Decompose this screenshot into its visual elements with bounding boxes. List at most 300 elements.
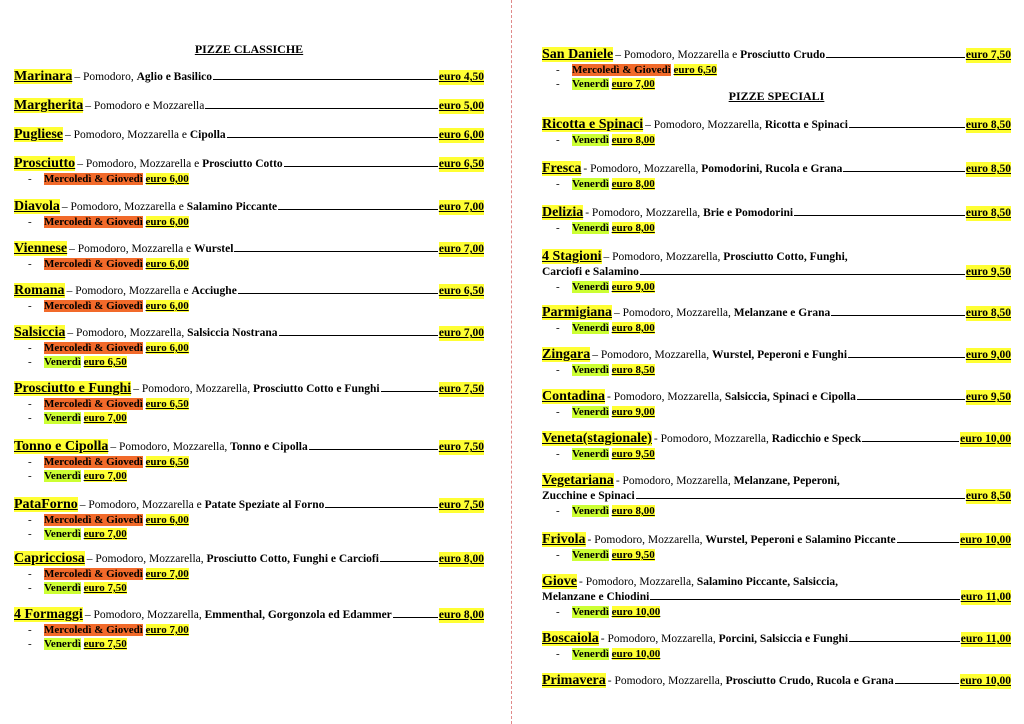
ingredient-text: – Pomodoro, Mozzarella,: [110, 441, 231, 453]
ingredient-text: - Pomodoro, Mozzarella,: [653, 433, 772, 445]
pizza-name: Fresca: [542, 161, 582, 176]
pizza-price: euro 7,50: [438, 383, 484, 395]
offer-day: Mercoledì & Giovedì: [44, 624, 143, 636]
ingredient-highlight: Salamino Piccante, Salsiccia,: [696, 576, 839, 588]
menu-item: [542, 161, 1011, 191]
ingredient-highlight: Wurstel, Peperoni e Funghi: [712, 349, 848, 361]
bullet-dash: -: [28, 514, 32, 526]
menu-item-line-continued: [542, 265, 1011, 280]
bullet-dash: -: [556, 134, 560, 146]
pizza-name: Prosciutto: [14, 156, 76, 171]
menu-item-line: [14, 283, 484, 299]
offer-price: euro 6,00: [145, 173, 189, 185]
column-divider: [511, 0, 512, 724]
ingredient-text: – Pomodoro, Mozzarella e: [77, 158, 203, 170]
ingredient-text: – Pomodoro e Mozzarella: [85, 100, 205, 112]
pizza-price: euro 9,50: [965, 266, 1011, 278]
offer-price: euro 6,00: [145, 514, 189, 526]
offer-day: Mercoledì & Giovedì: [44, 258, 143, 270]
ingredient-highlight: Brie e Pomodorini: [703, 207, 794, 219]
offer-day: Venerdì: [572, 648, 609, 660]
leader-line: [325, 507, 437, 508]
bullet-dash: -: [28, 456, 32, 468]
pizza-description: [590, 348, 847, 363]
offer-day: Mercoledì & Giovedì: [44, 456, 143, 468]
offer-price: euro 6,00: [145, 342, 189, 354]
day-offer: [14, 257, 484, 271]
special-pizzas-heading: PIZZE SPECIALI: [728, 89, 825, 103]
offer-day: Venerdì: [44, 582, 81, 594]
offer-day: Mercoledì & Giovedì: [44, 514, 143, 526]
pizza-name: Salsiccia: [14, 325, 66, 340]
bullet-dash: -: [28, 216, 32, 228]
bullet-dash: -: [28, 638, 32, 650]
offer-day: Venerdì: [572, 178, 609, 190]
menu-item-line: [14, 199, 484, 215]
day-offer: [14, 355, 484, 369]
pizza-price: euro 8,00: [438, 553, 484, 565]
day-offer: [14, 637, 484, 651]
offer-day: Mercoledì & Giovedì: [44, 568, 143, 580]
day-offer: [542, 177, 1011, 191]
offer-price: euro 10,00: [611, 648, 661, 660]
pizza-price: euro 9,00: [965, 349, 1011, 361]
pizza-price: euro 7,00: [438, 327, 484, 339]
ingredient-highlight: Cipolla: [189, 129, 226, 141]
menu-item-line: [542, 117, 1011, 133]
day-offer: [14, 455, 484, 469]
offer-price: euro 6,50: [673, 64, 717, 76]
pizza-name: Viennese: [14, 241, 68, 256]
menu-item-line: [14, 69, 484, 85]
offer-day: Venerdì: [44, 528, 81, 540]
leader-line: [309, 449, 438, 450]
leader-line: [278, 209, 438, 210]
menu-item: [542, 631, 1011, 661]
pizza-description: [643, 118, 848, 133]
offer-day: Venerdì: [572, 134, 609, 146]
bullet-dash: -: [28, 398, 32, 410]
leader-line: [862, 441, 959, 442]
pizza-description: [131, 382, 379, 397]
bullet-dash: -: [28, 568, 32, 580]
pizza-name: Parmigiana: [542, 305, 612, 320]
menu-item-line: [542, 47, 1011, 63]
menu-item: [542, 574, 1011, 619]
pizza-price: euro 4,50: [438, 71, 484, 83]
offer-day: Venerdì: [572, 505, 609, 517]
leader-line: [650, 599, 959, 600]
pizza-price: euro 8,50: [965, 207, 1011, 219]
ingredient-text: – Pomodoro, Mozzarella,: [645, 119, 765, 131]
pizza-price: euro 7,00: [438, 243, 484, 255]
pizza-name: Prosciutto e Funghi: [14, 381, 132, 396]
pizza-price: euro 10,00: [960, 534, 1011, 546]
ingredient-highlight: Acciughe: [191, 285, 237, 297]
menu-item: [14, 127, 484, 143]
offer-day: Mercoledì & Giovedì: [44, 300, 143, 312]
menu-item-line: [14, 439, 484, 455]
menu-item-line: [14, 497, 484, 513]
pizza-price: euro 7,50: [438, 499, 484, 511]
pizza-description: [63, 128, 226, 143]
offer-price: euro 7,50: [83, 638, 127, 650]
ingredient-highlight: Melanzane e Grana: [733, 307, 831, 319]
menu-item: [14, 551, 484, 595]
offer-day: Mercoledì & Giovedì: [44, 342, 143, 354]
day-offer: [14, 411, 484, 425]
menu-item: [14, 98, 484, 114]
bullet-dash: -: [28, 300, 32, 312]
ingredient-highlight: Salsiccia, Spinaci e Cipolla: [724, 391, 856, 403]
ingredient-text: - Pomodoro, Mozzarella,: [579, 576, 697, 588]
offer-price: euro 7,00: [145, 568, 189, 580]
offer-price: euro 9,50: [611, 549, 655, 561]
offer-day: Mercoledì & Giovedì: [572, 64, 671, 76]
bullet-dash: -: [556, 448, 560, 460]
leader-line: [213, 79, 438, 80]
pizza-name: Boscaiola: [542, 631, 599, 646]
pizza-description: [612, 306, 830, 321]
ingredient-highlight: Prosciutto Crudo, Rucola e Grana: [725, 675, 894, 687]
menu-item-line: [14, 127, 484, 143]
menu-item: [14, 497, 484, 541]
pizza-price: euro 8,50: [965, 163, 1011, 175]
ingredient-text: - Pomodoro, Mozzarella,: [583, 163, 702, 175]
pizza-description: [83, 608, 392, 623]
pizza-description: [108, 440, 307, 455]
leader-line: [843, 171, 964, 172]
bullet-dash: -: [556, 64, 560, 76]
day-offer: [542, 363, 1011, 377]
ingredient-text: – Pomodoro, Mozzarella,: [67, 327, 188, 339]
offer-price: euro 8,50: [611, 364, 655, 376]
leader-line: [640, 274, 965, 275]
ingredient-highlight: Prosciutto Cotto e Funghi: [252, 383, 380, 395]
offer-price: euro 8,00: [611, 322, 655, 334]
pizza-description: [605, 390, 856, 405]
pizza-name: PataForno: [14, 497, 78, 512]
ingredient-text: – Pomodoro, Mozzarella,: [86, 553, 207, 565]
pizza-price: euro 8,50: [965, 490, 1011, 502]
day-offer: [542, 321, 1011, 335]
bullet-dash: -: [28, 356, 32, 368]
bullet-dash: -: [556, 606, 560, 618]
pizza-name: Romana: [14, 283, 65, 298]
offer-price: euro 7,00: [83, 528, 127, 540]
offer-price: euro 6,00: [145, 300, 189, 312]
day-offer: [14, 299, 484, 313]
pizza-name: Marinara: [14, 69, 73, 84]
leader-line: [393, 617, 438, 618]
classic-pizzas-heading: PIZZE CLASSICHE: [194, 42, 304, 56]
leader-line: [826, 57, 965, 58]
ingredient-highlight: Aglio e Basilico: [136, 71, 213, 83]
ingredient-highlight: Prosciutto Cotto, Funghi,: [723, 251, 848, 263]
day-offer: [542, 221, 1011, 235]
pizza-price: euro 8,00: [438, 609, 484, 621]
bullet-dash: -: [556, 78, 560, 90]
leader-line: [238, 293, 438, 294]
pizza-name: Primavera: [542, 673, 606, 688]
ingredient-text: – Pomodoro, Mozzarella e: [79, 499, 205, 511]
bullet-dash: -: [556, 648, 560, 660]
offer-day: Mercoledì & Giovedì: [44, 398, 143, 410]
day-offer: [14, 527, 484, 541]
ingredient-text: – Pomodoro,: [74, 71, 137, 83]
menu-item: [542, 431, 1011, 461]
bullet-dash: -: [28, 470, 32, 482]
menu-item-line-continued: [542, 489, 1011, 504]
menu-item: [14, 381, 484, 425]
pizza-name: Contadina: [542, 389, 606, 404]
bullet-dash: -: [556, 178, 560, 190]
day-offer: [14, 623, 484, 637]
offer-price: euro 6,50: [145, 398, 189, 410]
offer-price: euro 6,00: [145, 216, 189, 228]
offer-day: Venerdì: [572, 364, 609, 376]
ingredient-text: – Pomodoro, Mozzarella,: [614, 307, 734, 319]
bullet-dash: -: [28, 528, 32, 540]
offer-price: euro 8,00: [611, 178, 655, 190]
menu-item-line: [14, 98, 484, 114]
bullet-dash: -: [28, 412, 32, 424]
menu-item-line: [542, 305, 1011, 321]
offer-price: euro 9,50: [611, 448, 655, 460]
ingredient-highlight: Prosciutto Crudo: [740, 49, 826, 61]
menu-item: [542, 249, 1011, 294]
pizza-description: [606, 674, 894, 689]
ingredient-highlight: Melanzane e Chiodini: [542, 591, 650, 603]
leader-line: [897, 542, 959, 543]
ingredient-highlight: Emmenthal, Gorgonzola ed Edammer: [204, 609, 392, 621]
bullet-dash: -: [28, 624, 32, 636]
pizza-name: Pugliese: [14, 127, 63, 142]
offer-price: euro 7,00: [83, 470, 127, 482]
menu-item-line: [542, 161, 1011, 177]
pizza-price: euro 9,50: [965, 391, 1011, 403]
pizza-price: euro 11,00: [960, 591, 1011, 603]
pizza-price: euro 6,00: [438, 129, 484, 141]
offer-day: Venerdì: [572, 406, 609, 418]
bullet-dash: -: [28, 258, 32, 270]
menu-item-line: [542, 205, 1011, 221]
ingredient-highlight: Patate Speziate al Forno: [204, 499, 325, 511]
menu-item: [542, 347, 1011, 377]
offer-day: Venerdì: [572, 448, 609, 460]
ingredient-text: – Pomodoro, Mozzarella e: [69, 243, 195, 255]
menu-item-line: [542, 347, 1011, 363]
leader-line: [849, 641, 960, 642]
pizza-name: Delizia: [542, 205, 584, 220]
pizza-description: [75, 157, 282, 172]
ingredient-text: - Pomodoro, Mozzarella,: [600, 633, 719, 645]
day-offer: [542, 280, 1011, 294]
ingredient-text: – Pomodoro, Mozzarella,: [133, 383, 253, 395]
offer-price: euro 7,00: [611, 78, 655, 90]
offer-day: Venerdì: [572, 281, 609, 293]
ingredient-text: – Pomodoro, Mozzarella,: [84, 609, 205, 621]
menu-item-line: [542, 431, 1011, 447]
pizza-price: euro 8,50: [965, 307, 1011, 319]
menu-item-line-continued: [542, 590, 1011, 605]
offer-day: Venerdì: [572, 222, 609, 234]
ingredient-highlight: Prosciutto Cotto: [202, 158, 283, 170]
bullet-dash: -: [28, 342, 32, 354]
pizza-name: Tonno e Cipolla: [14, 439, 109, 454]
offer-price: euro 6,50: [145, 456, 189, 468]
menu-item: [542, 305, 1011, 335]
pizza-price: euro 7,00: [438, 201, 484, 213]
pizza-price: euro 6,50: [438, 158, 484, 170]
pizza-description: [83, 99, 204, 114]
bullet-dash: -: [28, 582, 32, 594]
ingredient-text: – Pomodoro, Mozzarella e: [615, 49, 741, 61]
menu-item: [542, 117, 1011, 147]
ingredient-highlight: Carciofi e Salamino: [542, 266, 639, 278]
ingredient-text: – Pomodoro, Mozzarella e: [61, 201, 187, 213]
bullet-dash: -: [556, 322, 560, 334]
menu-item: [14, 439, 484, 483]
ingredient-text: – Pomodoro, Mozzarella e: [66, 285, 192, 297]
offer-day: Venerdì: [572, 322, 609, 334]
offer-day: Venerdì: [572, 549, 609, 561]
ingredient-highlight: Radicchio e Speck: [771, 433, 862, 445]
bullet-dash: -: [556, 549, 560, 561]
pizza-price: euro 7,50: [438, 441, 484, 453]
menu-item: [542, 673, 1011, 689]
pizza-price: euro 5,00: [438, 100, 484, 112]
ingredient-text: – Pomodoro, Mozzarella,: [592, 349, 712, 361]
pizza-name: Giove: [542, 574, 577, 589]
ingredient-text: - Pomodoro, Mozzarella,: [607, 391, 725, 403]
pizza-name: San Daniele: [542, 47, 614, 62]
ingredient-highlight: Zucchine e Spinaci: [542, 490, 635, 502]
leader-line: [857, 399, 965, 400]
menu-item: [542, 389, 1011, 419]
menu-item-line: [14, 551, 484, 567]
offer-day: Venerdì: [44, 412, 81, 424]
offer-day: Venerdì: [44, 638, 81, 650]
pizza-name: Zingara: [542, 347, 591, 362]
pizza-price: euro 10,00: [960, 675, 1011, 687]
pizza-price: euro 8,50: [965, 119, 1011, 131]
day-offer: [542, 405, 1011, 419]
bullet-dash: -: [556, 281, 560, 293]
day-offer: [542, 77, 1011, 91]
leader-line: [380, 561, 438, 562]
menu-item: [14, 325, 484, 369]
ingredient-highlight: Wurstel: [194, 243, 234, 255]
menu-item-line: [14, 381, 484, 397]
pizza-name: Ricotta e Spinaci: [542, 117, 644, 132]
pizza-description: [599, 632, 848, 647]
offer-day: Mercoledì & Giovedì: [44, 173, 143, 185]
leader-line: [205, 108, 438, 109]
pizza-name: Frivola: [542, 532, 586, 547]
leader-line: [381, 391, 438, 392]
pizza-name: Veneta(stagionale): [542, 431, 652, 446]
offer-price: euro 10,00: [611, 606, 661, 618]
leader-line: [794, 215, 965, 216]
day-offer: [542, 605, 1011, 619]
menu-item-line: [542, 532, 1011, 548]
pizza-description: [85, 552, 379, 567]
day-offer: [542, 447, 1011, 461]
ingredient-highlight: Wurstel, Peperoni e Salamino Piccante: [705, 534, 896, 546]
pizza-price: euro 7,50: [965, 49, 1011, 61]
menu-item: [542, 473, 1011, 518]
leader-line: [234, 251, 437, 252]
offer-price: euro 9,00: [611, 406, 655, 418]
menu-item-line: [14, 156, 484, 172]
ingredient-highlight: Tonno e Cipolla: [230, 441, 308, 453]
bullet-dash: -: [556, 505, 560, 517]
day-offer: [14, 469, 484, 483]
pizza-description: [65, 284, 237, 299]
pizza-price: euro 6,50: [438, 285, 484, 297]
menu-item-line: [542, 389, 1011, 405]
day-offer: [542, 548, 1011, 562]
pizza-name: Vegetariana: [542, 473, 614, 488]
leader-line: [831, 315, 965, 316]
ingredient-text: – Pomodoro, Mozzarella,: [603, 251, 724, 263]
day-offer: [14, 397, 484, 411]
day-offer: [14, 215, 484, 229]
offer-day: Venerdì: [44, 356, 81, 368]
pizza-price: euro 11,00: [960, 633, 1011, 645]
offer-price: euro 9,00: [611, 281, 655, 293]
day-offer: [14, 567, 484, 581]
leader-line: [636, 498, 965, 499]
menu-item-line: [542, 249, 1011, 265]
menu-item-line: [14, 607, 484, 623]
leader-line: [849, 127, 965, 128]
bullet-dash: -: [556, 222, 560, 234]
ingredient-text: - Pomodoro, Mozzarella,: [615, 475, 734, 487]
offer-price: euro 8,00: [611, 222, 655, 234]
leader-line: [848, 357, 965, 358]
day-offer: [542, 63, 1011, 77]
ingredient-highlight: Ricotta e Spinaci: [764, 119, 848, 131]
menu-item: [14, 607, 484, 651]
pizza-description: [614, 474, 840, 489]
offer-price: euro 7,50: [83, 582, 127, 594]
pizza-description: [583, 206, 793, 221]
leader-line: [895, 683, 959, 684]
pizza-description: [613, 48, 825, 63]
offer-price: euro 7,00: [145, 624, 189, 636]
ingredient-highlight: Salsiccia Nostrana: [187, 327, 278, 339]
menu-item-line: [542, 574, 1011, 590]
offer-price: euro 6,50: [83, 356, 127, 368]
offer-price: euro 6,00: [145, 258, 189, 270]
pizza-name: 4 Stagioni: [542, 249, 602, 264]
menu-item: [14, 283, 484, 313]
menu-item-line: [542, 473, 1011, 489]
ingredient-text: - Pomodoro, Mozzarella,: [585, 207, 704, 219]
offer-day: Mercoledì & Giovedì: [44, 216, 143, 228]
ingredient-highlight: Porcini, Salsiccia e Funghi: [718, 633, 849, 645]
pizza-name: Capricciosa: [14, 551, 85, 566]
ingredient-text: - Pomodoro, Mozzarella,: [587, 534, 706, 546]
pizza-description: [67, 242, 233, 257]
offer-day: Venerdì: [44, 470, 81, 482]
menu-item: [14, 241, 484, 271]
offer-price: euro 8,00: [611, 505, 655, 517]
ingredient-text: – Pomodoro, Mozzarella e: [65, 129, 190, 141]
day-offer: [542, 133, 1011, 147]
